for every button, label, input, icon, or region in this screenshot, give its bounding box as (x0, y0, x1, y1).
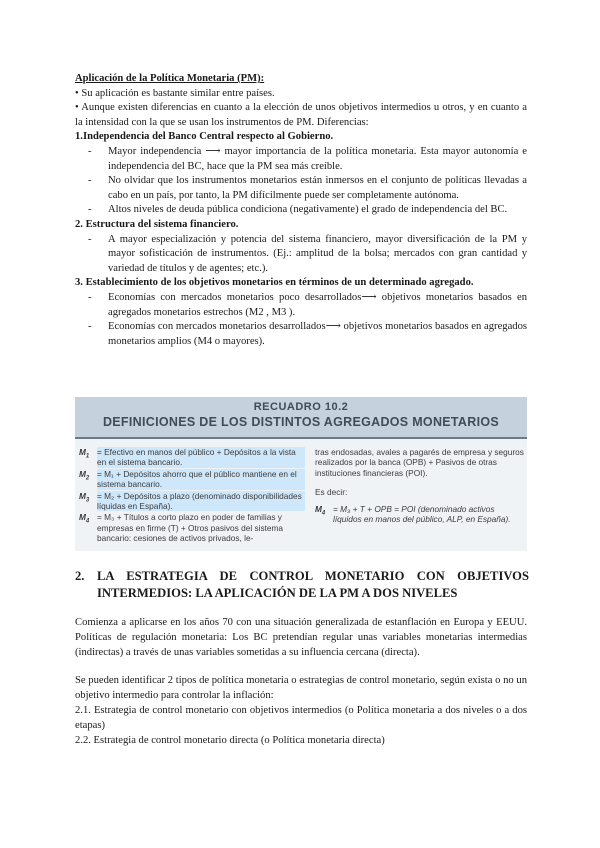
definition-continuation: tras endosadas, avales a pagarés de empresa y seguros realizados por la banca (OPB) + Pasivos de otras instituciones financieras (POI). (315, 447, 524, 478)
recuadro-left-column (79, 447, 305, 545)
definition-m1: $M_1$ = Efectivo en manos del público + Depósitos a la vista en el sistema bancario. (79, 447, 305, 468)
list-item: - Economías con mercados monetarios poco desarrollados⟶ objetivos monetarios basados en agregados monetarios estrechos (M2 , M3 ). (108, 291, 527, 320)
paragraph: Comienza a aplicarse en los años 70 con una situación generalizada de estanflación en Europa y EEUU. Políticas de regulación monetaria: Los BC pretendían regular unas variables monetarias intermedias (indirectas) a través de unas variables sometidas a su influencia cercana (directa). (75, 617, 527, 658)
section-heading-text: LA ESTRATEGIA DE CONTROL MONETARIO CON OBJETIVOS INTERMEDIOS: LA APLICACIÓN DE LA PM A DOS NIVELES (97, 569, 529, 600)
bullet-paragraph: • Su aplicación es bastante similar entre países. (75, 87, 275, 99)
point-heading: 3. Establecimiento de los objetivos monetarios en términos de un determinado agregado. (75, 277, 474, 289)
list-item: - Altos niveles de deuda pública condiciona (negativamente) el grado de independencia del BC. (108, 203, 527, 218)
definition-m2: $M_2$ = M₁ + Depósitos ahorro que el público mantiene en el sistema bancario. (79, 469, 305, 490)
recuadro-title: DEFINICIONES DE LOS DISTINTOS AGREGADOS MONETARIOS (102, 415, 500, 429)
list-item: - Economías con mercados monetarios desarrollados⟶ objetivos monetarios basados en agregados monetarios amplios (M4 o mayores). (108, 320, 527, 349)
strategy-item: 2.2. Estrategia de control monetario directa (o Política monetaria directa) (75, 734, 385, 746)
definition-m4: $M_4$ = M₃ + Títulos a corto plazo en poder de familias y empresas en firme (T) + Otros pasivos del sistema bancario: cesiones de activos privados, le- (79, 512, 284, 544)
section-number: 2. (75, 569, 85, 583)
strategy-item: 2.1. Estrategia de control monetario con objetivos intermedios (o Política monetaria a dos niveles o a dos etapas) (75, 704, 527, 731)
dash-list (75, 233, 527, 277)
bullet-paragraph: • Aunque existen diferencias en cuanto a la elección de unos objetivos intermedios u otros, y en cuanto a la intensidad con la que se usan los instrumentos de PM. Diferencias: (75, 102, 527, 128)
point-heading: 1.Independencia del Banco Central respecto al Gobierno. (75, 131, 334, 143)
section-aplicacion-pm (75, 72, 527, 349)
section-2-body (75, 616, 527, 748)
recuadro-header (75, 397, 527, 439)
section-2-heading (75, 568, 529, 602)
dash-list (75, 291, 527, 349)
recuadro-right-column (315, 447, 525, 525)
list-item: - A mayor especialización y potencia del sistema financiero, mayor diversificación de la PM y mayor sofisticación de instrumentos. (Ej.: amplitud de la bolsa; mercados con gran cantidad y variedad de títulos y de agentes; etc.). (108, 233, 527, 277)
es-decir-label: Es decir: (315, 487, 348, 498)
definition-m4-summary: $M_4$ = M₃ + T + OPB = POI (denominado activos líquidos en manos del público, ALP, en España). (315, 503, 511, 525)
list-item: - Mayor independencia ⟶ mayor importancia de la política monetaria. Esta mayor autonomía e independencia del BC, hace que la PM sea más creíble. (108, 145, 527, 174)
recuadro-number: RECUADRO 10.2 (253, 401, 349, 413)
paragraph: Se pueden identificar 2 tipos de política monetaria o estrategias de control monetario, según exista o no un objetivo intermedio para controlar la inflación: (75, 675, 527, 702)
dash-list (75, 145, 527, 218)
definition-m3: $M_3$ = M₂ + Depósitos a plazo (denominado disponibilidades líquidas en España). (79, 491, 305, 512)
point-heading: 2. Estructura del sistema financiero. (75, 218, 239, 230)
list-item: - No olvidar que los instrumentos monetarios están inmersos en el conjunto de políticas llevadas a cabo en un país, por tanto, la PM difícilmente puede ser completamente autónoma. (108, 174, 527, 203)
recuadro-image (75, 397, 527, 551)
section-title: Aplicación de la Política Monetaria (PM): (75, 73, 265, 84)
